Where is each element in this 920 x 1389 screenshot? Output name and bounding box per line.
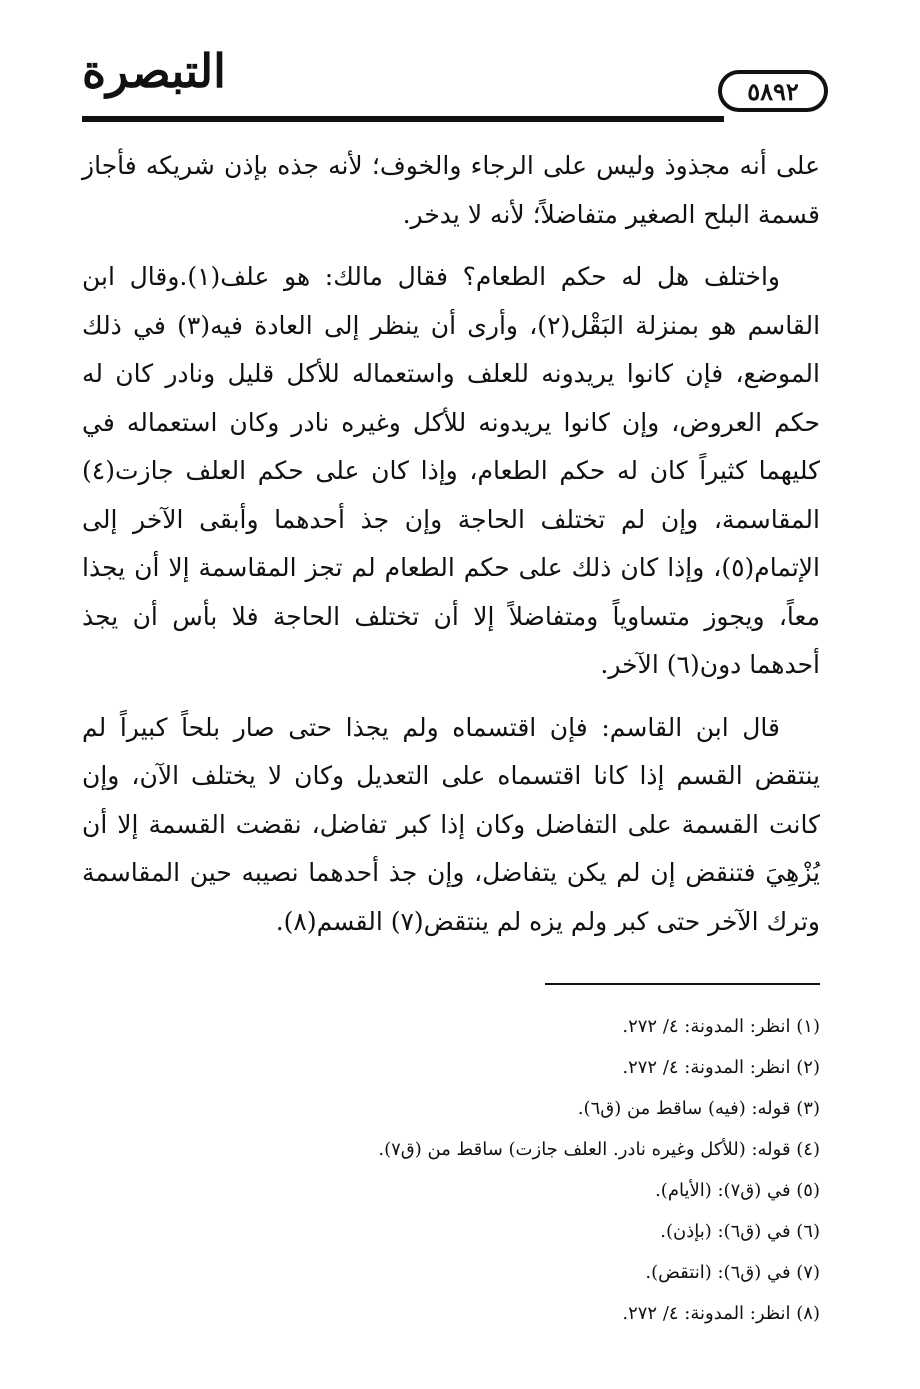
- footnote: (٢) انظر: المدونة: ٤/ ٢٧٢.: [622, 1057, 820, 1078]
- footnote: (٤) قوله: (للأكل وغيره نادر. العلف جازت) ساقط من (ق٧).: [378, 1139, 820, 1160]
- page-number-badge: [718, 70, 828, 112]
- footnote-divider: [545, 983, 820, 985]
- main-text: [82, 142, 820, 946]
- header-rule: [82, 116, 724, 122]
- footnote: (٦) في (ق٦): (بإذن).: [660, 1221, 820, 1242]
- book-title: التبصرة: [82, 44, 226, 98]
- footnote: (٧) في (ق٦): (انتقض).: [645, 1262, 820, 1283]
- paragraph: قال ابن القاسم: فإن اقتسماه ولم يجذا حتى صار بلحاً كبيراً لم ينتقض القسم إذا كانا اقتسماه على التعديل وكان لا يختلف الآن، وإن كانت القسمة على التفاضل وكان إذا كبر تفاضل، نقضت القسمة إلا أن يُزْهِيَ فتنقض إن لم يكن يتفاضل، وإن جذ أحدهما نصيبه حين المقاسمة وترك الآخر حتى كبر ولم يزه لم ينتقض(٧) القسم(٨).: [82, 712, 820, 936]
- footnote: (١) انظر: المدونة: ٤/ ٢٧٢.: [622, 1016, 820, 1037]
- footnote: (٥) في (ق٧): (الأيام).: [655, 1180, 820, 1201]
- footnotes: [82, 1006, 820, 1334]
- page-number: ٥٨٩٢: [747, 76, 799, 106]
- paragraph: واختلف هل له حكم الطعام؟ فقال مالك: هو علف(١).وقال ابن القاسم هو بمنزلة البَقْل(٢)، وأرى أن ينظر إلى العادة فيه(٣) في ذلك الموضع، فإن كانوا يريدونه للعلف واستعماله للأكل قليل ونادر كان له حكم العروض، وإن كانوا يريدونه للأكل وغيره نادر وكان استعماله في كليهما كثيراً كان له حكم الطعام، وإذا كان على حكم العلف جازت(٤) المقاسمة، وإن لم تختلف الحاجة وإن جذ أحدهما وأبقى الآخر إلى الإتمام(٥)، وإذا كان ذلك على حكم الطعام لم تجز المقاسمة إلا أن يجذا معاً، ويجوز متساوياً ومتفاضلاً إلا أن تختلف الحاجة فلا بأس أن يجذ أحدهما دون(٦) الآخر.: [82, 262, 821, 679]
- paragraph: على أنه مجذوذ وليس على الرجاء والخوف؛ لأنه جذه بإذن شريكه فأجاز قسمة البلح الصغير متفاضلاً؛ لأنه لا يدخر.: [82, 151, 820, 229]
- page-header: [0, 0, 920, 130]
- footnote: (٨) انظر: المدونة: ٤/ ٢٧٢.: [622, 1303, 820, 1324]
- footnote: (٣) قوله: (فيه) ساقط من (ق٦).: [577, 1098, 820, 1119]
